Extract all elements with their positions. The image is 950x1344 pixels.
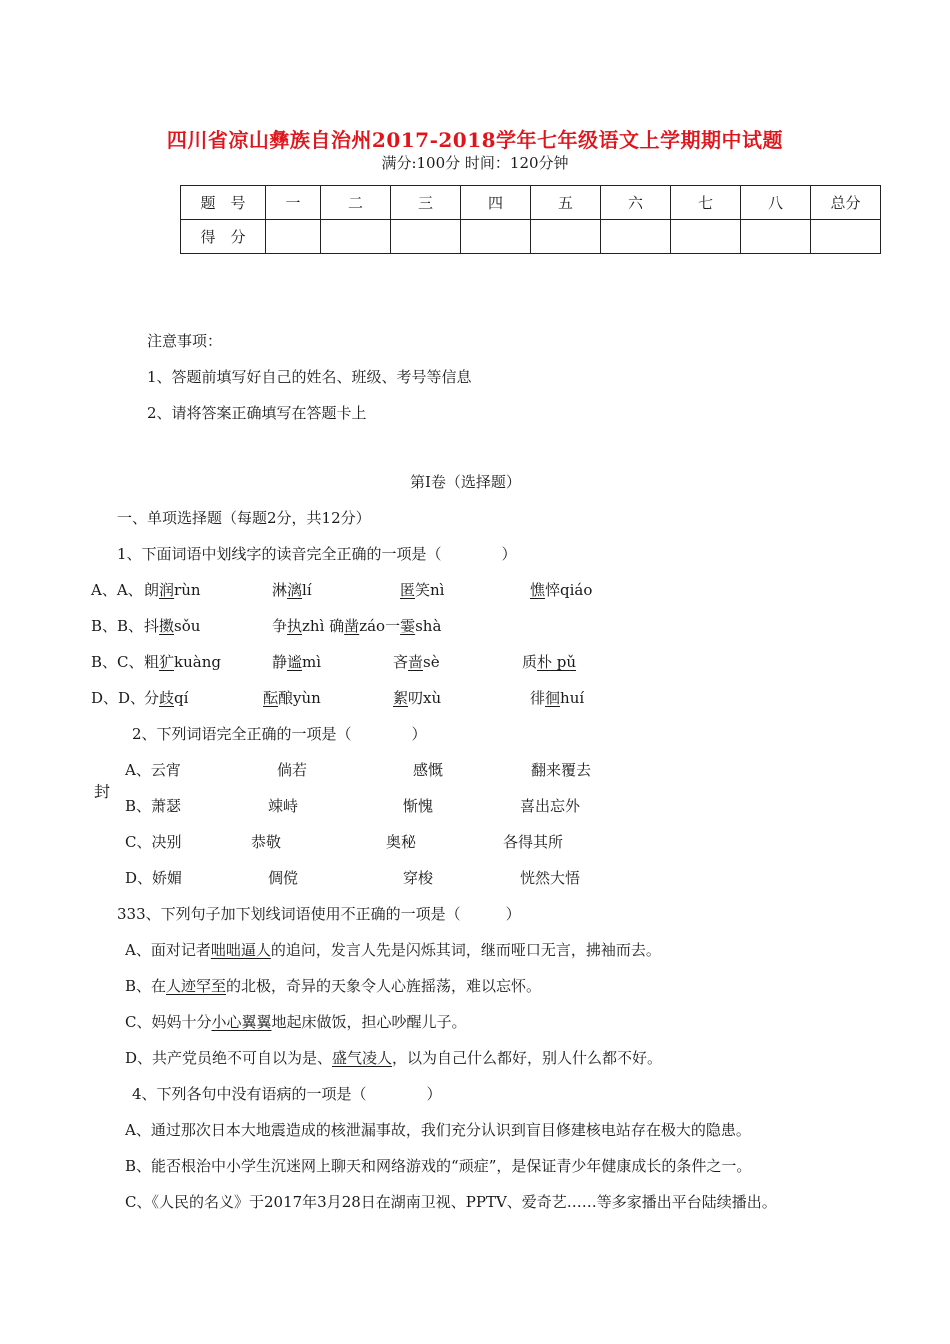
score-cell — [671, 220, 741, 254]
pinyin-item: 争执zhì 确凿záo一霎shà — [272, 617, 442, 635]
option-word: 奥秘 — [386, 833, 417, 851]
score-cell — [531, 220, 601, 254]
column-header: 四 — [461, 186, 531, 220]
option-word: 感慨 — [413, 761, 444, 779]
option-label: B、萧瑟 — [125, 797, 182, 815]
section-title: 第Ⅰ卷（选择题） — [410, 473, 521, 491]
score-table — [180, 185, 881, 254]
score-cell — [321, 220, 391, 254]
question-stem: 333、下列句子加下划线词语使用不正确的一项是（ ） — [117, 905, 521, 923]
score-cell — [461, 220, 531, 254]
option-word: 恍然大悟 — [520, 869, 581, 887]
score-table-header-row — [181, 186, 881, 220]
score-cell — [811, 220, 881, 254]
pinyin-item: 吝啬sè — [393, 653, 440, 671]
pinyin-item: 抖擞sǒu — [144, 617, 201, 635]
option-row-prefix: D、D、 — [91, 689, 146, 707]
option-word: 翻来覆去 — [531, 761, 592, 779]
option-word: 竦峙 — [268, 797, 299, 815]
column-header: 总分 — [811, 186, 881, 220]
option-label: C、决别 — [125, 833, 182, 851]
pinyin-item: 质朴 pǔ — [522, 653, 577, 671]
pinyin-item: 粗犷kuàng — [144, 653, 221, 671]
document-title: 四川省凉山彝族自治州2017-2018学年七年级语文上学期期中试题 — [166, 128, 784, 152]
option-word: 喜出忘外 — [520, 797, 581, 815]
option-label: D、娇媚 — [125, 869, 183, 887]
note-item: 1、答题前填写好自己的姓名、班级、考号等信息 — [147, 368, 472, 386]
option-word: 惭愧 — [403, 797, 434, 815]
pinyin-item: 徘徊huí — [530, 689, 585, 707]
score-cell — [601, 220, 671, 254]
pinyin-item: 酝酿yùn — [263, 689, 321, 707]
column-header: 六 — [601, 186, 671, 220]
score-cell — [266, 220, 321, 254]
row-label-cell: 得 分 — [181, 220, 266, 254]
question-stem: 2、下列词语完全正确的一项是（ ） — [132, 725, 427, 743]
pinyin-item: 淋漓lí — [272, 581, 312, 599]
part-heading: 一、单项选择题（每题2分，共12分） — [117, 509, 371, 527]
binding-seal-mark: 封 — [94, 782, 111, 801]
pinyin-item: 朗润rùn — [144, 581, 201, 599]
column-header: 八 — [741, 186, 811, 220]
question-stem: 1、下面词语中划线字的读音完全正确的一项是（ ） — [117, 545, 517, 563]
option-sentence: B、在人迹罕至的北极，奇异的天象令人心旌摇荡，难以忘怀。 — [125, 977, 542, 995]
column-header: 一 — [266, 186, 321, 220]
option-sentence: D、共产党员绝不可自以为是、盛气凌人，以为自己什么都好，别人什么都不好。 — [125, 1049, 663, 1067]
header-label-cell: 题 号 — [181, 186, 266, 220]
pinyin-item: 静谧mì — [272, 653, 322, 671]
option-sentence: A、通过那次日本大地震造成的核泄漏事故，我们充分认识到盲目修建核电站存在极大的隐患。 — [125, 1121, 751, 1139]
option-label: A、云宵 — [125, 761, 181, 779]
option-row-prefix: B、C、 — [91, 653, 144, 671]
option-sentence: A、面对记者咄咄逼人的追问，发言人先是闪烁其词，继而哑口无言，拂袖而去。 — [125, 941, 661, 959]
option-sentence: B、能否根治中小学生沉迷网上聊天和网络游戏的“顽症”，是保证青少年健康成长的条件之一。 — [125, 1157, 752, 1175]
option-sentence: C、《人民的名义》于2017年3月28日在湖南卫视、PPTV、爱奇艺……等多家播出平台陆续播出。 — [125, 1193, 777, 1211]
column-header: 二 — [321, 186, 391, 220]
option-sentence: C、妈妈十分小心翼翼地起床做饭，担心吵醒儿子。 — [125, 1013, 467, 1031]
option-word: 各得其所 — [503, 833, 564, 851]
option-word: 恭敬 — [251, 833, 282, 851]
pinyin-item: 絮叨xù — [393, 689, 442, 707]
pinyin-item: 匿笑nì — [400, 581, 445, 599]
score-table-score-row — [181, 220, 881, 254]
option-row-prefix: B、B、 — [91, 617, 144, 635]
score-cell — [741, 220, 811, 254]
option-word: 穿梭 — [403, 869, 434, 887]
question-stem: 4、下列各句中没有语病的一项是（ ） — [132, 1085, 442, 1103]
column-header: 七 — [671, 186, 741, 220]
pinyin-item: 憔悴qiáo — [530, 581, 593, 599]
option-word: 倜傥 — [268, 869, 299, 887]
notes-heading: 注意事项： — [147, 332, 223, 350]
option-word: 倘若 — [277, 761, 308, 779]
column-header: 五 — [531, 186, 601, 220]
note-item: 2、请将答案正确填写在答题卡上 — [147, 404, 367, 422]
option-row-prefix: A、A、 — [91, 581, 143, 599]
pinyin-item: 分歧qí — [144, 689, 189, 707]
score-cell — [391, 220, 461, 254]
column-header: 三 — [391, 186, 461, 220]
exam-info: 满分:100分 时间：120分钟 — [381, 154, 569, 172]
